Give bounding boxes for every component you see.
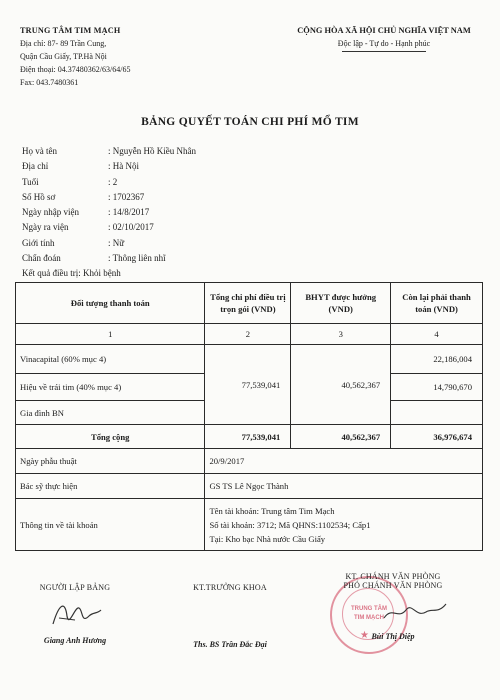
table-header-row [16,283,483,324]
nation-name: CỘNG HÒA XÃ HỘI CHỦ NGHĨA VIỆT NAM [297,26,471,35]
office-role-line-2: PHÓ CHÁNH VĂN PHÒNG [343,581,443,590]
nation-motto: Độc lập - Tự do - Hạnh phúc [337,39,431,48]
column-number: 2 [205,324,291,345]
issuer-address-line-1: Địa chỉ: 87- 89 Trần Cung, [20,39,107,48]
info-label: Giới tính [22,237,55,248]
column-number: 3 [291,324,391,345]
doctor-label: Bác sỹ thực hiện [16,474,205,499]
preparer-signature [20,583,130,645]
stamp-star-icon: ★ [360,630,369,641]
preparer-signature-mark [45,598,105,632]
merged-bhyt: 40,562,367 [291,345,391,425]
payer-remaining: 22,186,004 [391,345,483,374]
info-value: : Nguyễn Hồ Kiều Nhân [108,146,196,156]
info-value: : 2 [108,176,118,187]
info-label: Ngày nhập viện [22,207,79,218]
issuer-address-line-2: Quận Cầu Giấy, TP.Hà Nội [20,52,107,61]
surgery-date-value: 20/9/2017 [205,449,483,474]
issuer-phone: Điện thoại: 04.37480362/63/64/65 [20,65,131,74]
preparer-name: Giang Anh Hương [43,636,107,645]
merged-total-cost: 77,539,041 [205,345,291,425]
treatment-result: Kết quả điều trị: Khỏi bệnh [22,268,121,279]
account-bank: Tại: Kho bạc Nhà nước Cầu Giấy [209,533,326,544]
settlement-table [15,282,483,551]
info-label: Ngày ra viện [22,222,69,233]
sum-bhyt: 40,562,367 [291,425,391,449]
stamp-text-1: TRUNG TÂM [351,606,387,612]
info-value: : Nữ [108,237,125,248]
issuer-block [20,24,130,89]
column-number: 4 [391,324,483,345]
office-signature [318,572,468,641]
stamp-text-2: TIM MẠCH [354,615,384,621]
sum-row [16,425,483,449]
header-total-cost: Tổng chi phí điều trị trọn gói (VND) [205,283,291,324]
sum-label: Tổng cộng [16,425,205,449]
office-signature-mark [380,596,450,626]
department-signature [165,583,295,649]
payer-name: Hiệu về trái tim (40% mục 4) [16,374,205,401]
department-role: KT.TRƯỞNG KHOA [193,583,267,592]
account-name: Tên tài khoản: Trung tâm Tim Mạch [209,505,335,516]
header-bhyt: BHYT được hưởng (VND) [291,283,391,324]
doctor-value: GS TS Lê Ngọc Thành [205,474,483,499]
info-value: : 02/10/2017 [108,222,154,233]
payer-remaining [391,401,483,425]
issuer-name: TRUNG TÂM TIM MẠCH [20,26,121,35]
payer-name: Gia đình BN [16,401,205,425]
payer-name: Vinacapital (60% mục 4) [16,345,205,374]
table-row [16,345,483,374]
national-header [286,24,482,52]
header-remaining: Còn lại phải thanh toán (VND) [391,283,483,324]
motto-underline [342,51,426,52]
column-number-row [16,324,483,345]
document-title: BẢNG QUYẾT TOÁN CHI PHÍ MỔ TIM [141,116,359,128]
info-value: : 1702367 [108,191,145,202]
header-subject: Đối tượng thanh toán [16,283,205,324]
doctor-row [16,474,483,499]
account-number: Số tài khoản: 3712; Mã QHNS:1102534; Cấp1 [209,519,371,530]
info-value: : 14/8/2017 [108,207,150,218]
info-label: Địa chỉ [22,161,49,172]
department-signer-name: Ths. BS Trần Đắc Đại [193,640,267,649]
office-role-line-1: KT. CHÁNH VĂN PHÒNG [345,572,441,581]
account-info [205,499,483,551]
column-number: 1 [16,324,205,345]
info-value: : Thông liên nhĩ [108,253,166,264]
issuer-fax: Fax: 043.7480361 [20,78,79,87]
sum-remaining: 36,976,674 [391,425,483,449]
office-signer-name: Bùi Thị Diệp [371,632,415,641]
info-label: Tuổi [22,176,39,187]
info-label: Số Hồ sơ [22,191,56,202]
preparer-role: NGƯỜI LẬP BẢNG [39,583,111,592]
surgery-date-row [16,449,483,474]
info-label: Họ và tên [22,146,57,156]
surgery-date-label: Ngày phẫu thuật [16,449,205,474]
sum-total-cost: 77,539,041 [205,425,291,449]
account-label: Thông tin về tài khoản [16,499,205,551]
info-value: : Hà Nội [108,161,139,172]
info-label: Chẩn đoán [22,253,61,264]
payer-remaining: 14,790,670 [391,374,483,401]
account-row [16,499,483,551]
